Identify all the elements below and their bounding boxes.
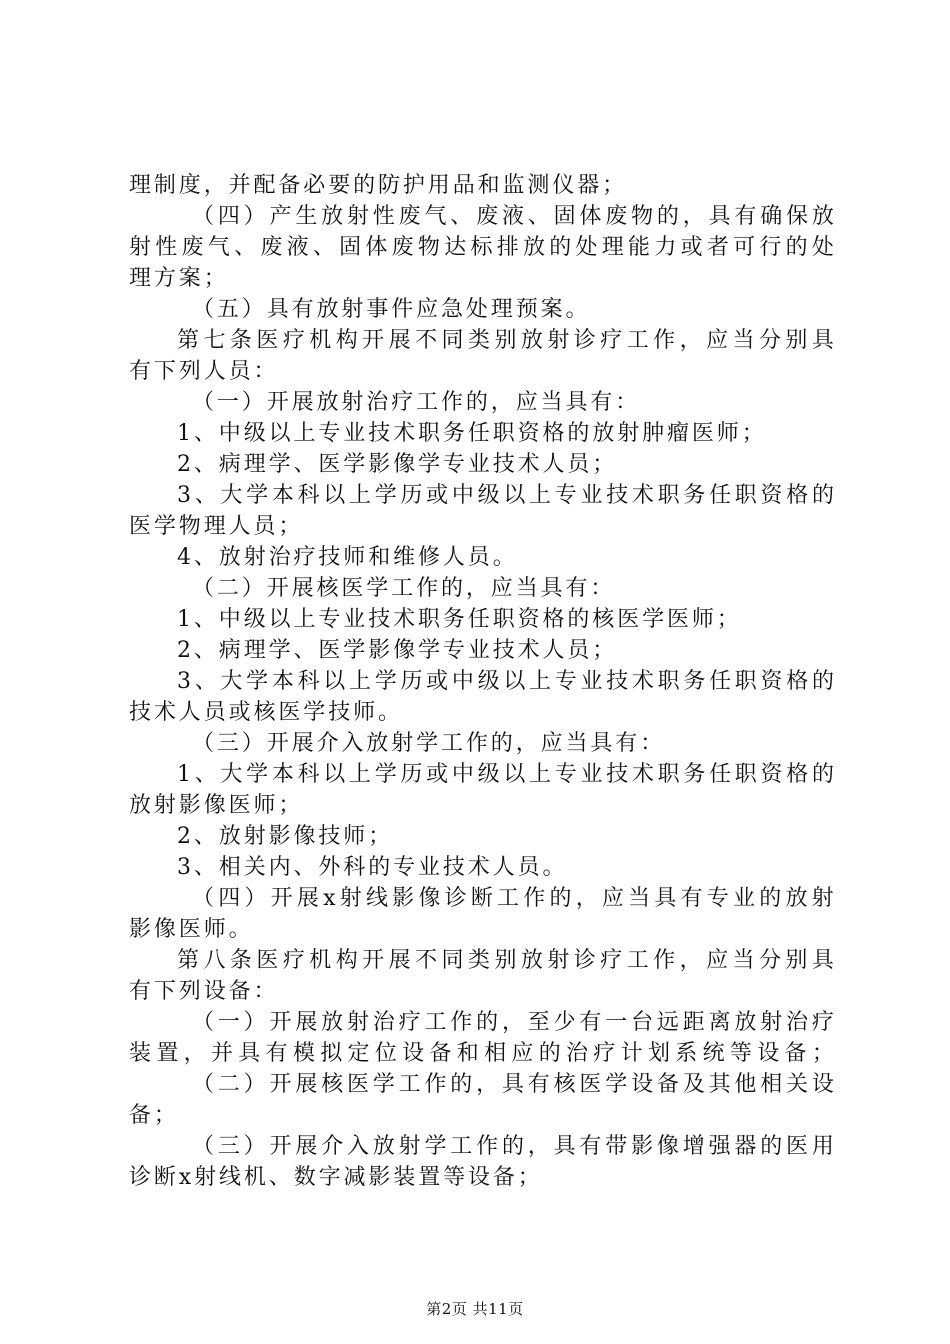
- text-line: 2、放射影像技师；: [177, 824, 394, 849]
- text-line: （ 一 ） 开 展 放 射 治 疗 工 作 的 ， 至 少 有 一 台 远 距 离 放 射 治 疗: [192, 1010, 834, 1035]
- text-line: （ 三 ） 开 展 介 入 放 射 学 工 作 的 ， 具 有 带 影 像 增 强 器 的 医 用: [192, 1134, 834, 1159]
- text-line: 诊断x射线机、数字减影装置等设备；: [129, 1165, 543, 1190]
- text-line: 射 性 废 气 、 废 液 、 固 体 废 物 达 标 排 放 的 处 理 能 力 或 者 可 行 的 处: [129, 235, 834, 260]
- text-line: 装 置 ， 并 具 有 模 拟 定 位 设 备 和 相 应 的 治 疗 计 划 系 统 等 设 备 ；: [129, 1041, 834, 1066]
- text-line: 3、相关内、外科的专业技术人员。: [177, 855, 568, 880]
- document-body: [129, 170, 834, 1193]
- text-line: 放射影像医师；: [129, 793, 304, 818]
- text-line: （三）开展介入放射学工作的，应当具有：: [192, 731, 666, 756]
- text-line: （一）开展放射治疗工作的，应当具有：: [192, 390, 641, 415]
- text-line: （二）开展核医学工作的，应当具有：: [192, 576, 616, 601]
- text-line: （ 四 ） 开 展 x 射 线 影 像 诊 断 工 作 的 ， 应 当 具 有 专 业 的 放 射: [192, 886, 834, 911]
- text-line: 1 、 大 学 本 科 以 上 学 历 或 中 级 以 上 专 业 技 术 职 务 任 职 资 格 的: [177, 762, 834, 787]
- text-line: 有下列设备：: [129, 979, 279, 1004]
- text-line: 1、中级以上专业技术职务任职资格的核医学医师；: [177, 607, 742, 632]
- text-line: 4、放射治疗技师和维修人员。: [177, 545, 518, 570]
- text-line: 2、病理学、医学影像学专业技术人员；: [177, 638, 618, 663]
- text-line: 理方案；: [129, 266, 229, 291]
- text-line: 第 七 条 医 疗 机 构 开 展 不 同 类 别 放 射 诊 疗 工 作 ， 应 当 分 别 具: [177, 328, 834, 353]
- text-line: （五）具有放射事件应急处理预案。: [192, 297, 591, 322]
- text-line: 有下列人员：: [129, 359, 279, 384]
- text-line: 技术人员或核医学技师。: [129, 700, 403, 725]
- text-line: 3 、 大 学 本 科 以 上 学 历 或 中 级 以 上 专 业 技 术 职 务 任 职 资 格 的: [177, 669, 834, 694]
- text-line: 第 八 条 医 疗 机 构 开 展 不 同 类 别 放 射 诊 疗 工 作 ， 应 当 分 别 具: [177, 948, 834, 973]
- text-line: （ 二 ） 开 展 核 医 学 工 作 的 ， 具 有 核 医 学 设 备 及 其 他 相 关 设: [192, 1072, 834, 1097]
- text-line: 备；: [129, 1103, 179, 1128]
- text-line: 3 、 大 学 本 科 以 上 学 历 或 中 级 以 上 专 业 技 术 职 务 任 职 资 格 的: [177, 483, 834, 508]
- text-line: （ 四 ） 产 生 放 射 性 废 气 、 废 液 、 固 体 废 物 的 ， 具 有 确 保 放: [192, 204, 834, 229]
- text-line: 理制度，并配备必要的防护用品和监测仪器；: [129, 173, 628, 198]
- text-line: 1、中级以上专业技术职务任职资格的放射肿瘤医师；: [177, 421, 767, 446]
- text-line: 影像医师。: [129, 917, 254, 942]
- text-line: 2、病理学、医学影像学专业技术人员；: [177, 452, 618, 477]
- page-footer: 第2页 共11页: [426, 1300, 524, 1318]
- text-line: 医学物理人员；: [129, 514, 304, 539]
